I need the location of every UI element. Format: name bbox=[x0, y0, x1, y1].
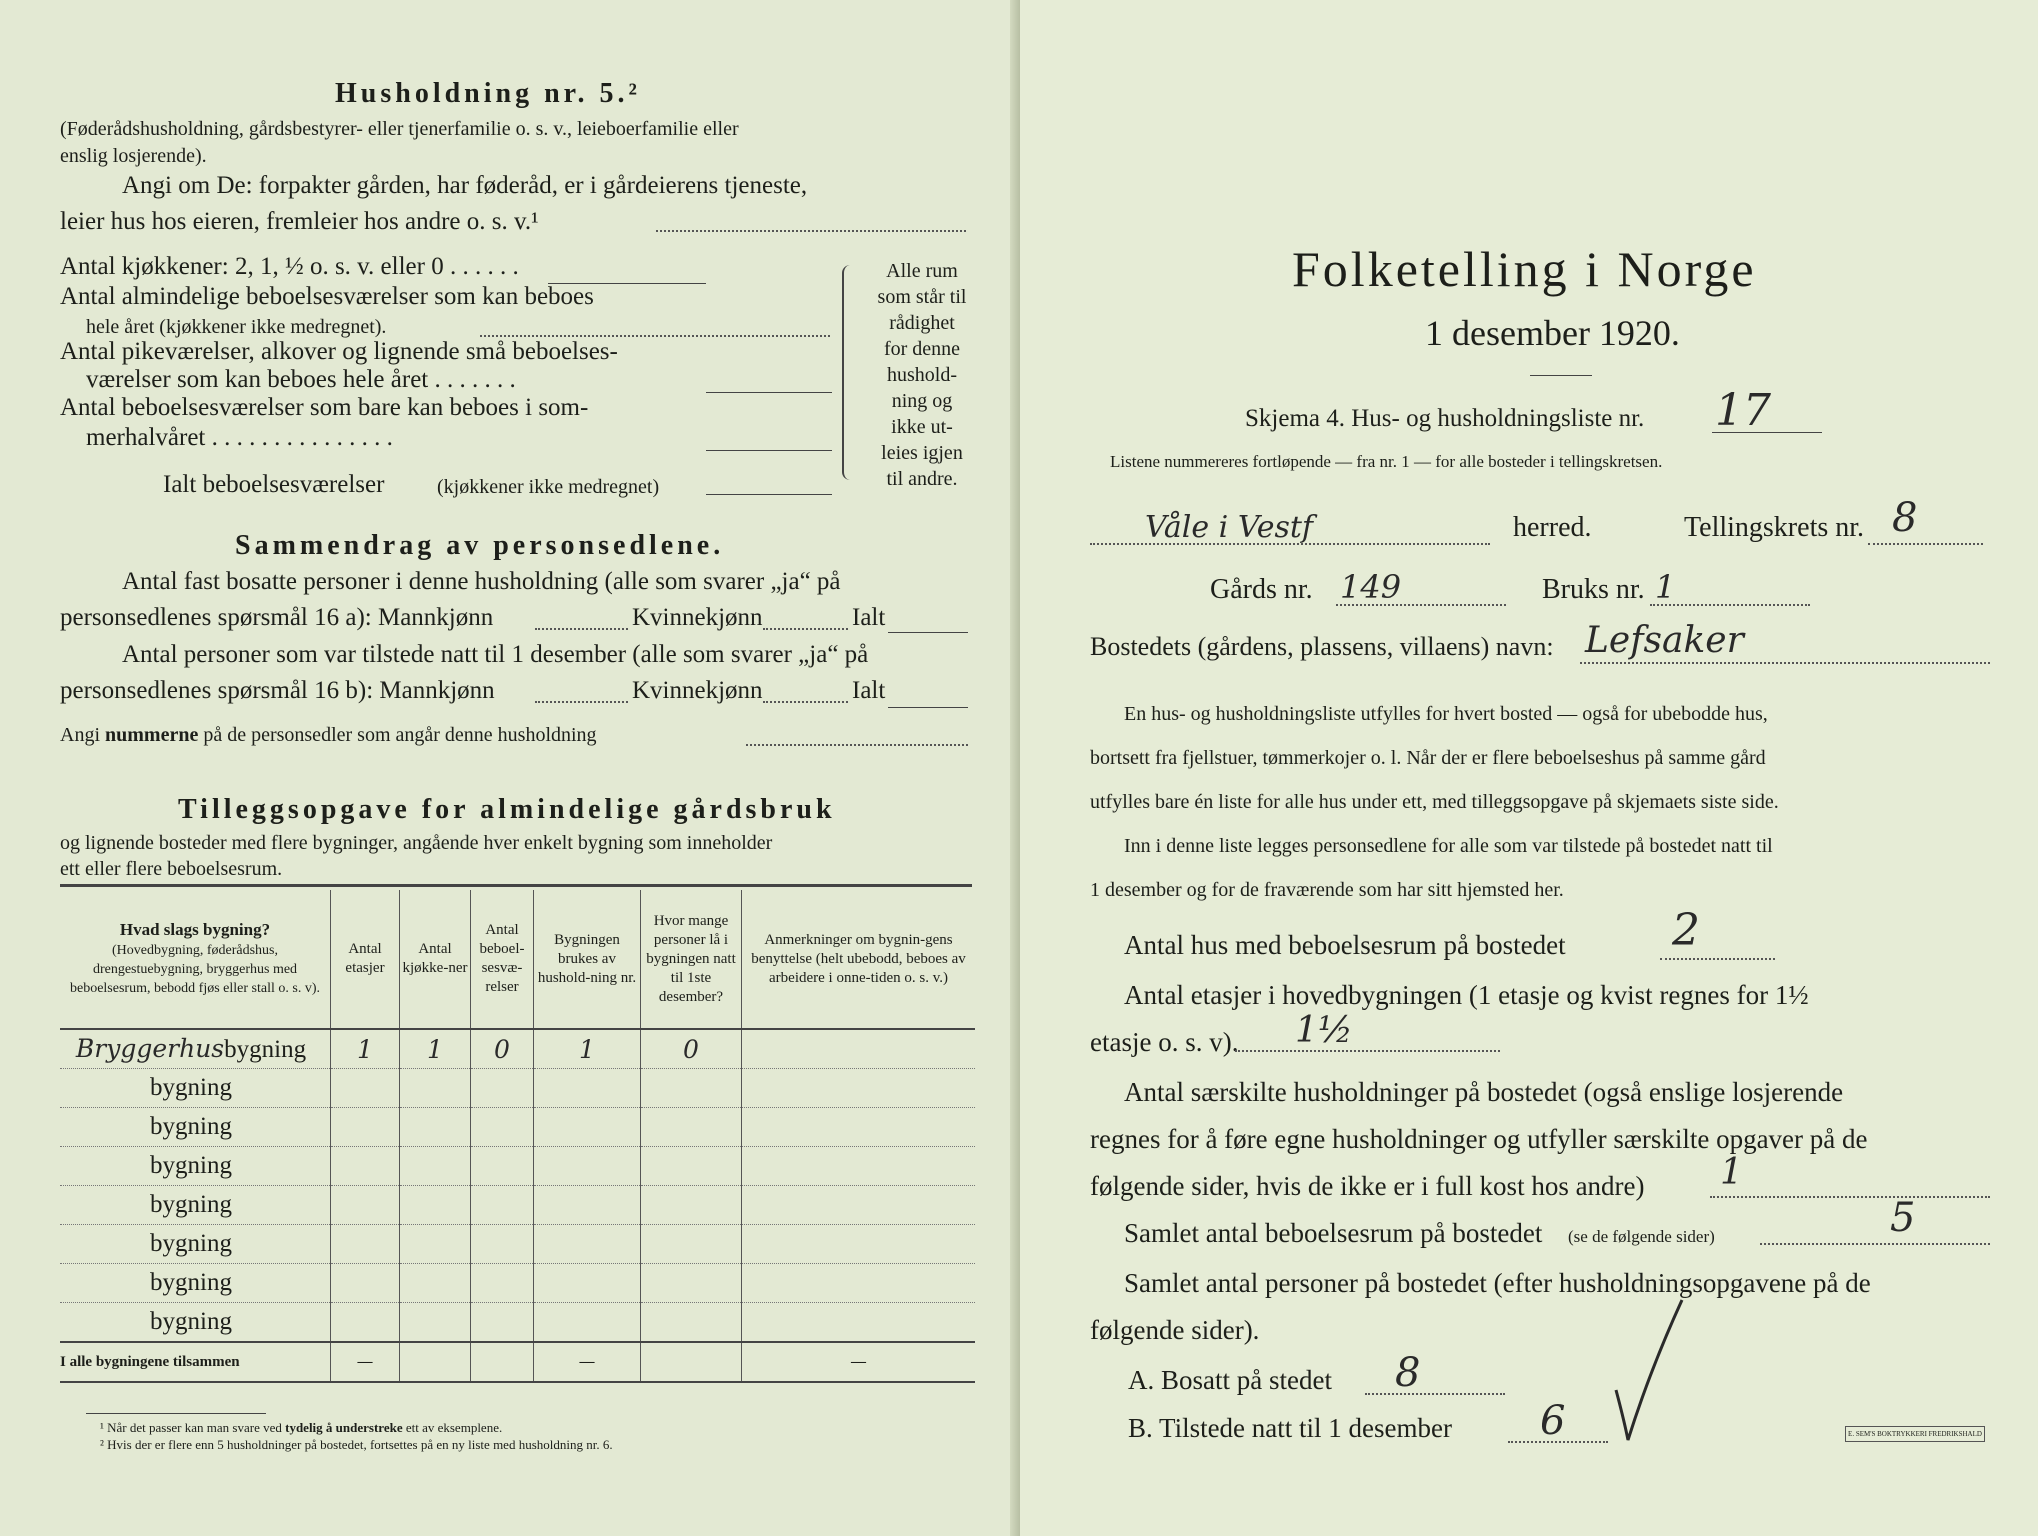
col-personer: Hvor mange personer lå i bygningen natt til 1ste desember? bbox=[641, 890, 742, 1029]
table-row bbox=[60, 1225, 975, 1264]
sammendrag-line-4: personsedlenes spørsmål 16 b): Mannkjønn bbox=[60, 677, 495, 704]
a-rum: 5 bbox=[1890, 1195, 1916, 1241]
krets-label: Tellingskrets nr. bbox=[1684, 512, 1865, 543]
skjema-label: Skjema 4. Hus- og husholdningsliste nr. bbox=[1245, 405, 1645, 432]
q-hus: Antal hus med beboelsesrum på bostedet bbox=[1124, 930, 1566, 960]
table-row bbox=[60, 1264, 975, 1303]
q-personer-1: Samlet antal personer på bostedet (efter husholdningsopgavene på de bbox=[1124, 1268, 1871, 1298]
bosatt-label: A. Bosatt på stedet bbox=[1128, 1365, 1332, 1395]
instruction-5: 1 desember og for de fraværende som har sitt hjemsted her. bbox=[1090, 879, 1564, 901]
cell-etasjer: 1 bbox=[331, 1029, 400, 1069]
building-table-header bbox=[60, 890, 975, 1029]
angi-line-1: Angi om De: forpakter gården, har føderåd, er i gårdeierens tjeneste, bbox=[122, 172, 808, 199]
herred-label: herred. bbox=[1513, 512, 1592, 543]
building-name-cell: bygning bbox=[60, 1069, 331, 1108]
census-date: 1 desember 1920. bbox=[1425, 313, 1680, 353]
q-hushold-3: følgende sider, hvis de ikke er i full kost hos andre) bbox=[1090, 1171, 1645, 1201]
cell-personer: 0 bbox=[641, 1029, 742, 1069]
sammendrag-line-1: Antal fast bosatte personer i denne husholdning (alle som svarer „ja“ på bbox=[122, 568, 841, 595]
angi-nummer: Angi nummerne på de personsedler som angår denne husholdning bbox=[60, 724, 597, 746]
cell-anmerkninger bbox=[742, 1029, 976, 1069]
col-anmerkninger: Anmerkninger om bygnin-gens benyttelse (helt ubebodd, beboes av arbeidere i onne-tiden o. s. v.) bbox=[742, 890, 976, 1029]
sammendrag-kvinne-b: Kvinnekjønn bbox=[632, 677, 763, 704]
total-husholdning: — bbox=[534, 1342, 641, 1382]
footnote-1: ¹ Når det passer kan man svare ved tydelig å understreke ett av eksemplene. bbox=[100, 1420, 503, 1435]
building-table bbox=[60, 890, 975, 1383]
cell-kjokkener: 1 bbox=[400, 1029, 471, 1069]
household-intro-2: enslig losjerende). bbox=[60, 145, 207, 167]
rooms-small-2: værelser som kan beboes hele året . . . . . . . bbox=[86, 366, 516, 393]
cell-vaerelser: 0 bbox=[471, 1029, 534, 1069]
rooms-small: Antal pikeværelser, alkover og lignende små beboelses- bbox=[60, 338, 618, 365]
instruction-3: utfylles bare én liste for alle hus under ett, med tilleggsopgave på skjemaets siste side. bbox=[1090, 791, 1779, 813]
tillegg-heading: Tilleggsopgave for almindelige gårdsbruk bbox=[178, 794, 836, 825]
table-row bbox=[60, 1186, 975, 1225]
building-name-cell: bygning bbox=[60, 1186, 331, 1225]
table-row bbox=[60, 1029, 975, 1069]
rooms-note: Alle rum som står til rådighet for denne hushold- ning og ikke ut- leies igjen til andre. bbox=[877, 260, 967, 490]
bosted-value: Lefsaker bbox=[1585, 620, 1744, 661]
cell-husholdning: 1 bbox=[534, 1029, 641, 1069]
rooms-brace bbox=[842, 265, 858, 480]
sammendrag-line-3: Antal personer som var tilstede natt til 1 desember (alle som svarer „ja“ på bbox=[122, 641, 869, 668]
sammendrag-line-2: personsedlenes spørsmål 16 a): Mannkjønn bbox=[60, 604, 494, 631]
rooms-ordinary: Antal almindelige beboelsesværelser som kan beboes bbox=[60, 283, 594, 310]
building-name-cell: bygning bbox=[60, 1264, 331, 1303]
instruction-4: Inn i denne liste legges personsedlene for alle som var tilstede på bostedet natt til bbox=[1124, 835, 1773, 857]
q-hushold-2: regnes for å føre egne husholdninger og utfyller særskilte opgaver på de bbox=[1090, 1124, 1868, 1154]
q-hushold-1: Antal særskilte husholdninger på bostedet (også enslige losjerende bbox=[1124, 1077, 1844, 1107]
rooms-summer: Antal beboelsesværelser som bare kan beboes i som- bbox=[60, 394, 589, 421]
q-etasjer-1: Antal etasjer i hovedbygningen (1 etasje og kvist regnes for 1½ bbox=[1124, 980, 1809, 1010]
rooms-summer-2: merhalvåret . . . . . . . . . . . . . . . bbox=[86, 424, 393, 451]
tillegg-text-1: og lignende bosteder med flere bygninger, angående hver enkelt bygning som inneholder bbox=[60, 832, 773, 854]
sammendrag-ialt-a: Ialt bbox=[852, 604, 886, 631]
a-hus: 2 bbox=[1672, 905, 1700, 956]
building-name-cell: bygning bbox=[60, 1225, 331, 1264]
check-mark-icon bbox=[1610, 1290, 1690, 1450]
bosted-label: Bostedets (gårdens, plassens, villaens) navn: bbox=[1090, 632, 1554, 661]
table-row bbox=[60, 1147, 975, 1186]
rooms-ordinary-2: hele året (kjøkkener ikke medregnet). bbox=[86, 316, 387, 338]
printer-stamp: E. SEM'S BOKTRYKKERI FREDRIKSHALD bbox=[1845, 1426, 1985, 1442]
total-etasjer: — bbox=[331, 1342, 400, 1382]
liste-nr-value: 17 bbox=[1715, 385, 1771, 436]
tillegg-text-2: ett eller flere beboelsesrum. bbox=[60, 858, 283, 880]
krets-value: 8 bbox=[1892, 495, 1918, 541]
col-husholdning: Bygningen brukes av hushold-ning nr. bbox=[534, 890, 641, 1029]
rooms-total-note: (kjøkkener ikke medregnet) bbox=[437, 476, 660, 498]
a-hushold: 1 bbox=[1720, 1152, 1743, 1193]
q-personer-2: følgende sider). bbox=[1090, 1315, 1260, 1345]
household-heading: Husholdning nr. 5.² bbox=[335, 78, 641, 109]
table-total-row bbox=[60, 1342, 975, 1382]
tilstede-label: B. Tilstede natt til 1 desember bbox=[1128, 1413, 1452, 1443]
household-intro-1: (Føderådshusholdning, gårdsbestyrer- eller tjenerfamilie o. s. v., leieboerfamilie eller bbox=[60, 118, 739, 140]
total-anmerkninger: — bbox=[742, 1342, 976, 1382]
table-row bbox=[60, 1108, 975, 1147]
herred-value: Våle i Vestf bbox=[1145, 510, 1314, 545]
q-rum: Samlet antal beboelsesrum på bostedet bbox=[1124, 1218, 1543, 1248]
building-name-cell: bygning bbox=[60, 1108, 331, 1147]
angi-line-2: leier hus hos eieren, fremleier hos andre o. s. v.¹ bbox=[60, 208, 539, 235]
q-etasjer-2: etasje o. s. v). bbox=[1090, 1027, 1239, 1057]
sammendrag-heading: Sammendrag av personsedlene. bbox=[235, 530, 725, 561]
table-row bbox=[60, 1069, 975, 1108]
right-page bbox=[1020, 0, 2038, 1536]
listene-note: Listene nummereres fortløpende — fra nr. 1 — for alle bosteder i tellingskretsen. bbox=[1110, 452, 1663, 471]
bruks-value: 1 bbox=[1655, 568, 1676, 606]
q-rum-note: (se de følgende sider) bbox=[1568, 1227, 1715, 1246]
col-etasjer: Antal etasjer bbox=[331, 890, 400, 1029]
col-building-type: Hvad slags bygning? (Hovedbygning, føderådshus, drengestuebygning, bryggerhus med beboelsesrum, bebodd fjøs eller stall o. s. v). bbox=[60, 890, 331, 1029]
footnote-2: ² Hvis der er flere enn 5 husholdninger på bostedet, fortsettes på en ny liste med husholdning nr. 6. bbox=[100, 1437, 613, 1452]
instruction-2: bortsett fra fjellstuer, tømmerkojer o. l. Når der er flere beboelseshus på samme gård bbox=[1090, 747, 1766, 769]
col-vaerelser: Antal beboel-sesvæ-relser bbox=[471, 890, 534, 1029]
instruction-1: En hus- og husholdningsliste utfylles for hvert bosted — også for ubebodde hus, bbox=[1124, 703, 1768, 725]
a-etasjer: 1½ bbox=[1295, 1010, 1353, 1051]
bruks-label: Bruks nr. bbox=[1542, 574, 1645, 605]
building-name-cell: bygning bbox=[60, 1147, 331, 1186]
table-row bbox=[60, 1303, 975, 1343]
gards-value: 149 bbox=[1340, 568, 1402, 606]
col-kjokkener: Antal kjøkke-ner bbox=[400, 890, 471, 1029]
building-name-cell: bygning bbox=[60, 1303, 331, 1343]
gards-label: Gårds nr. bbox=[1210, 574, 1313, 605]
sammendrag-kvinne-a: Kvinnekjønn bbox=[632, 604, 763, 631]
bosatt-value: 8 bbox=[1395, 1350, 1421, 1396]
rooms-kitchens: Antal kjøkkener: 2, 1, ½ o. s. v. eller 0 . . . . . . bbox=[60, 253, 519, 280]
census-title: Folketelling i Norge bbox=[1292, 241, 1757, 297]
sammendrag-ialt-b: Ialt bbox=[852, 677, 886, 704]
total-label: I alle bygningene tilsammen bbox=[60, 1342, 331, 1382]
tilstede-value: 6 bbox=[1540, 1398, 1566, 1444]
building-name-cell: Bryggerhusbygning bbox=[60, 1029, 331, 1069]
rooms-total-label: Ialt beboelsesværelser bbox=[163, 471, 385, 498]
